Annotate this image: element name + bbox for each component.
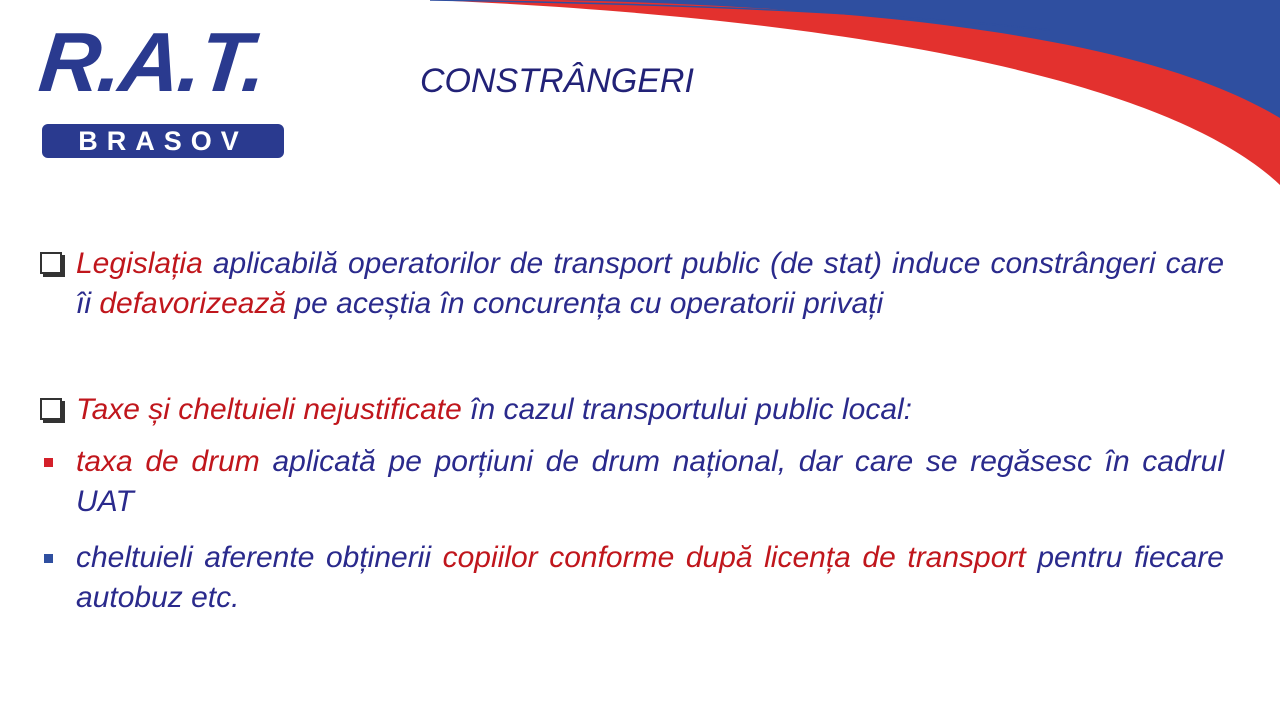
checkbox-bullet-icon [40, 252, 62, 274]
body-text: pentru fiecare autobuz etc. [76, 541, 1224, 614]
body-text: aplicabilă operatorilor de transport public (de stat) induce constrângeri care îi [76, 247, 1224, 320]
checkbox-bullet-icon [40, 398, 62, 420]
highlight-text: taxa de drum [76, 445, 260, 478]
sub-item-road-tax [40, 442, 1224, 522]
highlight-text: copiilor conforme după licența de transport [442, 541, 1026, 574]
body-text: aplicată pe porțiuni de drum național, dar care se regăsesc în cadrul UAT [76, 445, 1225, 518]
body-text: în cazul transportului public local: [461, 393, 913, 426]
sub-item-license-costs [40, 538, 1224, 618]
slide-content [40, 244, 1224, 618]
slide-title: CONSTRÂNGERI [420, 62, 694, 100]
body-text: pe aceștia în concurența cu operatorii privați [286, 287, 884, 320]
rat-brasov-logo [35, 15, 288, 162]
highlight-text: Legislația [76, 247, 203, 280]
square-bullet-icon [44, 458, 53, 467]
highlight-text: defavorizează [99, 287, 287, 320]
logo-sub-box [42, 124, 284, 158]
logo-sub-text: BRASOV [78, 126, 248, 156]
highlight-text: Taxe și cheltuieli nejustificate [76, 393, 462, 426]
list-item-taxes [40, 390, 1224, 430]
body-text: cheltuieli aferente obținerii [76, 541, 443, 574]
list-item-legislation [40, 244, 1224, 324]
square-bullet-icon [44, 554, 53, 563]
logo-main-text: R.A.T. [35, 15, 270, 109]
